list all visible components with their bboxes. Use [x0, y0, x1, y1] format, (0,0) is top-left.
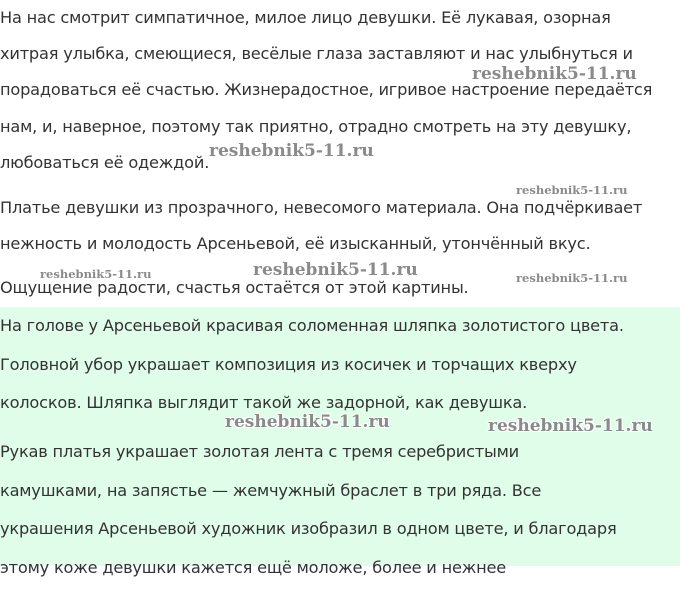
watermark: reshebnik5-11.ru: [40, 267, 152, 281]
watermark: reshebnik5-11.ru: [516, 271, 628, 285]
watermark: reshebnik5-11.ru: [225, 412, 390, 432]
paragraph-line: хитрая улыбка, смеющиеся, весёлые глаза заставляют и нас улыбнуться и: [0, 44, 633, 63]
paragraph-line: колосков. Шляпка выглядит такой же задорной, как девушка.: [0, 393, 528, 412]
paragraph-line: любоваться её одеждой.: [0, 153, 210, 172]
watermark: reshebnik5-11.ru: [488, 416, 653, 436]
paragraph-line: На голове у Арсеньевой красивая соломенная шляпка золотистого цвета.: [0, 316, 624, 335]
paragraph-line: украшения Арсеньевой художник изобразил в одном цвете, и благодаря: [0, 519, 617, 538]
paragraph-line: Платье девушки из прозрачного, невесомого материала. Она подчёркивает: [0, 198, 643, 217]
paragraph-line: Ощущение радости, счастья остаётся от этой картины.: [0, 278, 469, 297]
paragraph-line: На нас смотрит симпатичное, милое лицо девушки. Её лукавая, озорная: [0, 8, 611, 27]
paragraph-line: нежность и молодость Арсеньевой, её изысканный, утончённый вкус.: [0, 234, 591, 253]
paragraph-line: камушками, на запястье — жемчужный браслет в три ряда. Все: [0, 481, 542, 500]
paragraph-line: Головной убор украшает композиция из косичек и торчащих кверху: [0, 355, 577, 374]
watermark: reshebnik5-11.ru: [209, 141, 374, 161]
paragraph-line: нам, и, наверное, поэтому так приятно, отрадно смотреть на эту девушку,: [0, 117, 632, 136]
watermark: reshebnik5-11.ru: [253, 260, 418, 280]
paragraph-line: этому коже девушки кажется ещё моложе, более и нежнее: [0, 558, 507, 577]
watermark: reshebnik5-11.ru: [472, 64, 637, 84]
watermark: reshebnik5-11.ru: [516, 183, 628, 197]
paragraph-line: Рукав платья украшает золотая лента с тремя серебристыми: [0, 442, 519, 461]
paragraph-line: порадоваться её счастью. Жизнерадостное, игривое настроение передаётся: [0, 80, 653, 99]
